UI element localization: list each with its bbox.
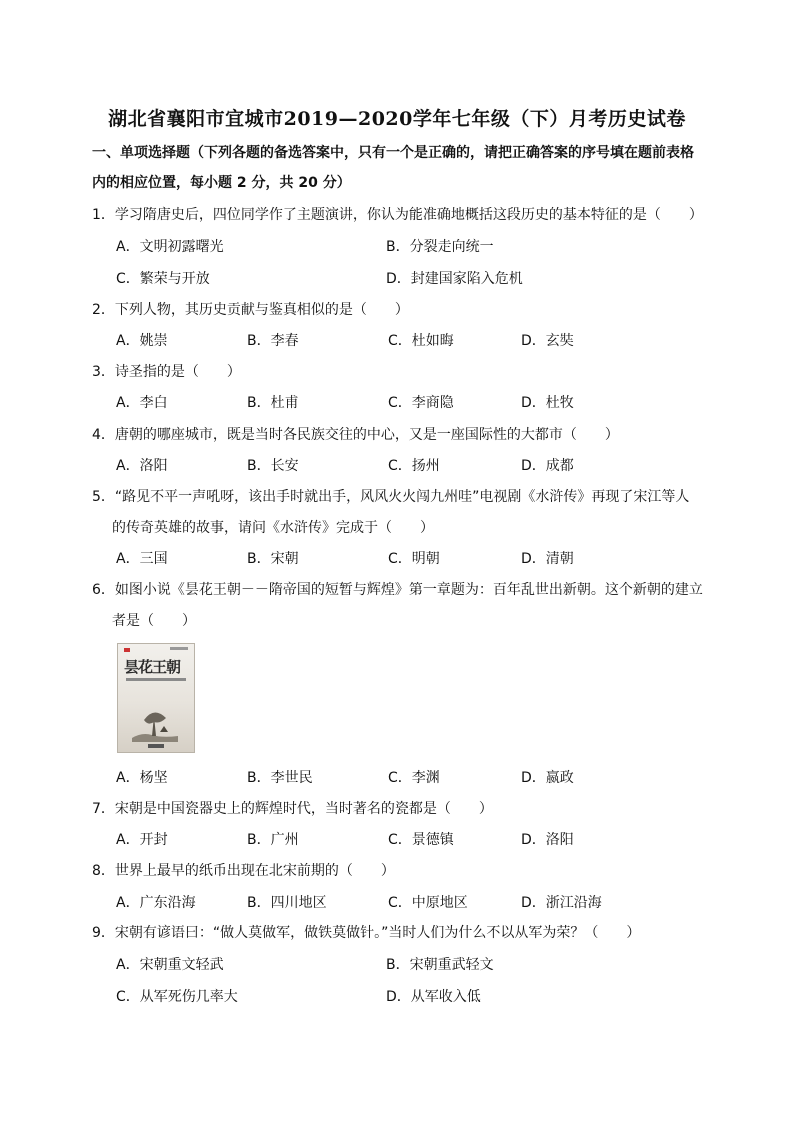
question-7-option-a: A．开封 — [116, 832, 168, 848]
question-1-option-d: D．封建国家陷入危机 — [386, 271, 523, 287]
question-1-option-b: B．分裂走向统一 — [386, 239, 494, 255]
question-6-option-c: C．李渊 — [388, 770, 440, 786]
question-5-option-d: D．清朝 — [521, 551, 574, 567]
question-5-stem-line2: 的传奇英雄的故事，请问《水浒传》完成于（ ） — [112, 520, 434, 536]
question-6-stem-line2: 者是（ ） — [112, 613, 196, 629]
book-cover-title: 昙花王朝 — [124, 658, 181, 676]
question-6-option-b: B．李世民 — [247, 770, 313, 786]
question-8-option-c: C．中原地区 — [388, 895, 468, 911]
landscape-tree-icon — [130, 702, 180, 742]
question-4-option-a: A．洛阳 — [116, 458, 168, 474]
question-9-option-d: D．从军收入低 — [386, 989, 481, 1005]
question-5-option-c: C．明朝 — [388, 551, 440, 567]
question-4-stem: 4．唐朝的哪座城市，既是当时各民族交往的中心，又是一座国际性的大都市（ ） — [92, 427, 619, 443]
question-9-option-c: C．从军死伤几率大 — [116, 989, 238, 1005]
question-8-stem: 8．世界上最早的纸币出现在北宋前期的（ ） — [92, 863, 395, 879]
question-7-option-b: B．广州 — [247, 832, 299, 848]
section-heading-line2: 内的相应位置，每小题 2 分，共 20 分） — [92, 175, 351, 191]
question-2-option-a: A．姚崇 — [116, 333, 168, 349]
question-3-option-c: C．李商隐 — [388, 395, 454, 411]
question-4-option-c: C．扬州 — [388, 458, 440, 474]
question-5-option-b: B．宋朝 — [247, 551, 299, 567]
question-7-option-d: D．洛阳 — [521, 832, 574, 848]
question-8-option-a: A．广东沿海 — [116, 895, 196, 911]
question-8-option-b: B．四川地区 — [247, 895, 327, 911]
question-9-option-b: B．宋朝重武轻文 — [386, 957, 494, 973]
section-heading — [92, 138, 712, 198]
question-9-stem: 9．宋朝有谚语曰：“做人莫做军，做铁莫做针。”当时人们为什么不以从军为荣？（ ） — [92, 925, 641, 941]
question-3-option-a: A．李白 — [116, 395, 168, 411]
question-5-stem-line1: 5．“路见不平一声吼呀，该出手时就出手，风风火火闯九州哇”电视剧《水浒传》再现了宋江等人 — [92, 489, 690, 505]
question-1-option-c: C．繁荣与开放 — [116, 271, 210, 287]
publisher-mark-icon — [124, 648, 130, 652]
question-7-stem: 7．宋朝是中国瓷器史上的辉煌时代，当时著名的瓷都是（ ） — [92, 801, 493, 817]
question-4-option-b: B．长安 — [247, 458, 299, 474]
section-heading-line1: 一、单项选择题（下列各题的备选答案中，只有一个是正确的，请把正确答案的序号填在题前表格 — [92, 145, 694, 161]
question-2-option-c: C．杜如晦 — [388, 333, 454, 349]
question-1-option-a: A．文明初露曙光 — [116, 239, 224, 255]
question-8-option-d: D．浙江沿海 — [521, 895, 602, 911]
question-6-stem-line1: 6．如图小说《昙花王朝－－隋帝国的短暂与辉煌》第一章题为：百年乱世出新朝。这个新朝的建立 — [92, 582, 703, 598]
question-3-stem: 3．诗圣指的是（ ） — [92, 364, 241, 380]
question-6-option-a: A．杨坚 — [116, 770, 168, 786]
question-3-option-b: B．杜甫 — [247, 395, 299, 411]
book-cover-subtitle-bar — [126, 678, 186, 681]
question-3-option-d: D．杜牧 — [521, 395, 574, 411]
question-1-stem: 1．学习隋唐史后，四位同学作了主题演讲，你认为能准确地概括这段历史的基本特征的是（ ） — [92, 207, 703, 223]
question-9-option-a: A．宋朝重文轻武 — [116, 957, 224, 973]
series-label-bar — [170, 647, 188, 650]
question-2-option-d: D．玄奘 — [521, 333, 574, 349]
publisher-logo-bar — [148, 744, 164, 748]
question-2-stem: 2．下列人物，其历史贡献与鉴真相似的是（ ） — [92, 302, 409, 318]
question-7-option-c: C．景德镇 — [388, 832, 454, 848]
question-4-option-d: D．成都 — [521, 458, 574, 474]
exam-title: 湖北省襄阳市宜城市2019—2020学年七年级（下）月考历史试卷 — [108, 108, 686, 130]
question-5-option-a: A．三国 — [116, 551, 168, 567]
question-2-option-b: B．李春 — [247, 333, 299, 349]
book-cover-image — [117, 643, 195, 753]
question-6-option-d: D．嬴政 — [521, 770, 574, 786]
